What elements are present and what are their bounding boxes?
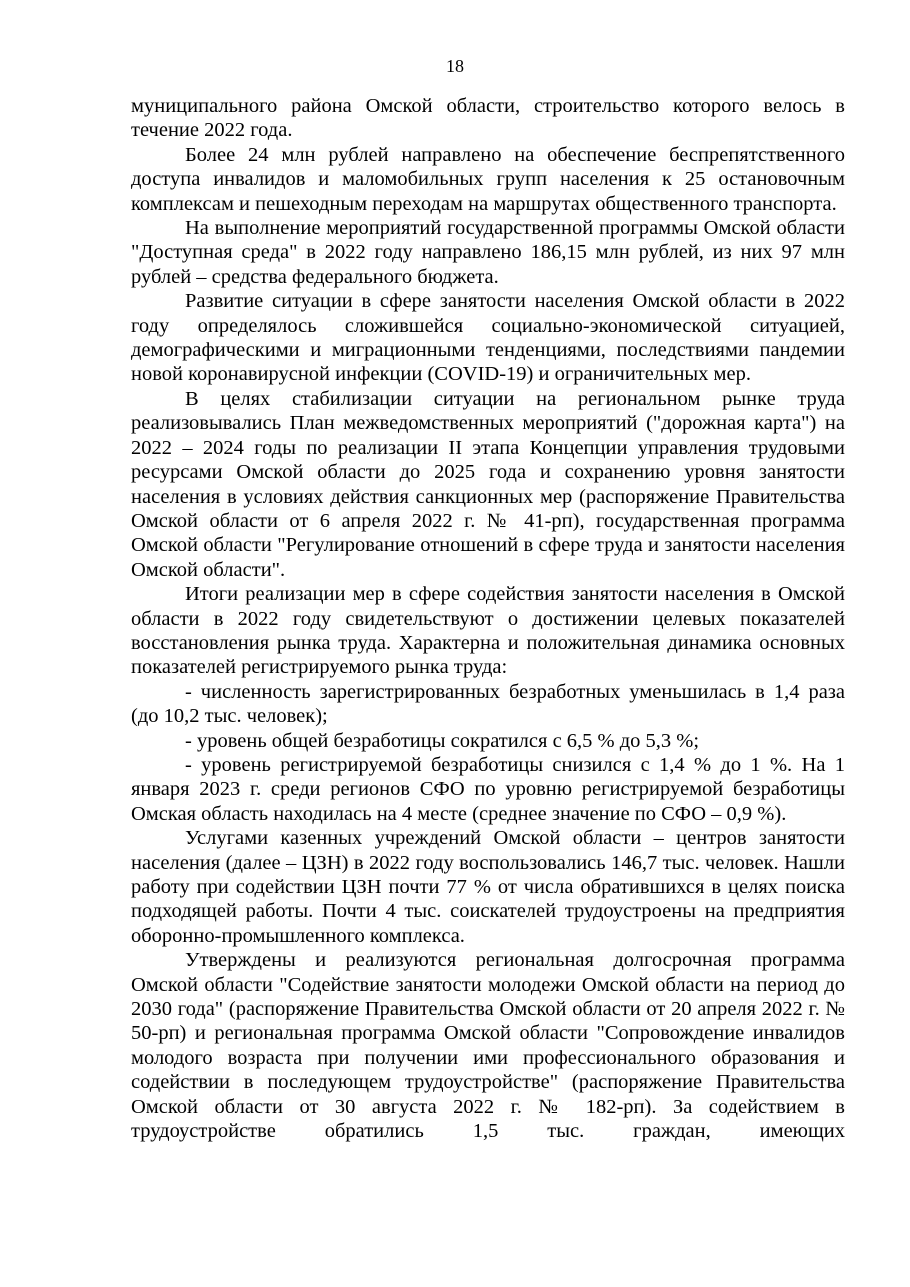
list-item: - уровень регистрируемой безработицы снизился с 1,4 % до 1 %. На 1 января 2023 г. среди регионов СФО по уровню регистрируемой безработицы Омская область находилась на 4 месте (среднее значение по СФО – 0,9 %).	[131, 753, 845, 825]
list-item: - уровень общей безработицы сократился с 6,5 % до 5,3 %;	[185, 729, 700, 752]
paragraph: Утверждены и реализуются региональная долгосрочная программа Омской области "Содействие занятости молодежи Омской области на период до 2030 года" (распоряжение Правительства Омской области от 20 апреля 2022 г. № 50-рп) и региональная программа Омской области "Сопровождение инвалидов молодого возраста при получении ими профессионального образования и содействии в последующем трудоустройстве" (распоряжение Правительства Омской области от 30 августа 2022 г. № 182-рп). За содействием в трудоустройстве обратились 1,5 тыс. граждан, имеющих	[131, 949, 845, 1143]
paragraph: Более 24 млн рублей направлено на обеспечение беспрепятственного доступа инвалидов и маломобильных групп населения к 25 остановочным комплексам и пешеходным переходам на маршрутах общественного транспорта.	[131, 143, 845, 215]
paragraph: Итоги реализации мер в сфере содействия занятости населения в Омской области в 2022 году свидетельствуют о достижении целевых показателей восстановления рынка труда. Характерна и положительная динамика основных показателей регистрируемого рынка труда:	[131, 583, 845, 679]
page-number: 18	[446, 56, 464, 76]
list-item: - численность зарегистрированных безработных уменьшилась в 1,4 раза (до 10,2 тыс. человек);	[131, 680, 845, 728]
paragraph: Услугами казенных учреждений Омской области – центров занятости населения (далее – ЦЗН) в 2022 году воспользовались 146,7 тыс. человек. Нашли работу при содействии ЦЗН почти 77 % от числа обратившихся в целях поиска подходящей работы. Почти 4 тыс. соискателей трудоустроены на предприятия оборонно-промышленного комплекса.	[131, 827, 845, 947]
document-body	[131, 94, 845, 1143]
paragraph: муниципального района Омской области, строительство которого велось в течение 2022 года.	[131, 95, 845, 142]
paragraph: В целях стабилизации ситуации на региональном рынке труда реализовывались План межведомственных мероприятий ("дорожная карта") на 2022 – 2024 годы по реализации II этапа Концепции управления трудовыми ресурсами Омской области до 2025 года и сохранению уровня занятости населения в условиях действия санкционных мер (распоряжение Правительства Омской области от 6 апреля 2022 г. № 41-рп), государственная программа Омской области "Регулирование отношений в сфере труда и занятости населения Омской области".	[131, 387, 845, 581]
paragraph: Развитие ситуации в сфере занятости населения Омской области в 2022 году определялось сложившейся социально-экономической ситуацией, демографическими и миграционными тенденциями, последствиями пандемии новой коронавирусной инфекции (COVID-19) и ограничительных мер.	[131, 290, 845, 386]
paragraph: На выполнение мероприятий государственной программы Омской области "Доступная среда" в 2022 году направлено 186,15 млн рублей, из них 97 млн рублей – средства федерального бюджета.	[131, 217, 845, 288]
